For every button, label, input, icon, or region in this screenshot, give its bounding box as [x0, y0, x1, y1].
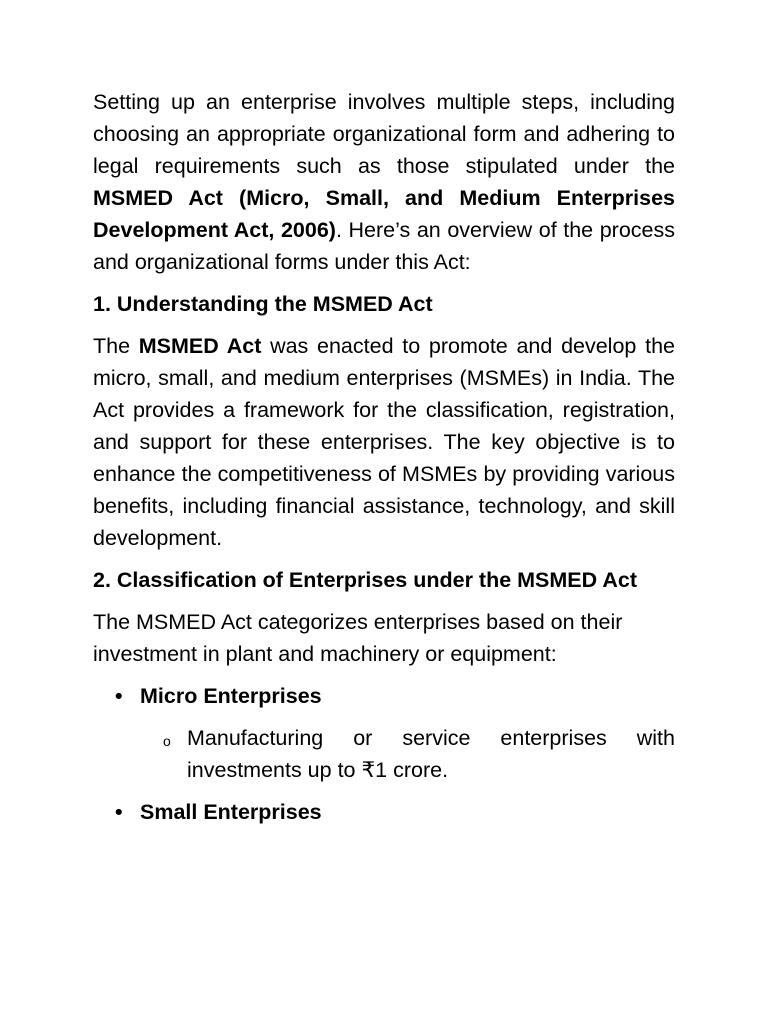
- section1-text: The: [93, 334, 139, 358]
- document-page: [93, 86, 675, 838]
- intro-bold-act-name: MSMED Act (Micro, Small, and Medium Enterprises Development Act, 2006): [93, 186, 675, 242]
- section1-heading: 1. Understanding the MSMED Act: [93, 292, 433, 316]
- bullet-micro-enterprises: [93, 680, 675, 712]
- section2-heading: 2. Classification of Enterprises under the MSMED Act: [93, 568, 637, 592]
- section2-paragraph: The MSMED Act categorizes enterprises based on their investment in plant and machinery or equipment:: [93, 610, 623, 666]
- section1-text-end: was enacted to promote and develop the micro, small, and medium enterprises (MSMEs) in India. The Act provides a framework for the classification, registration, and support for these enterprises. The key objective is to enhance the competitiveness of MSMEs by providing various benefits, including financial assistance, technology, and skill development.: [93, 334, 675, 550]
- bullet-label: Small Enterprises: [140, 800, 322, 824]
- intro-text: Setting up an enterprise involves multiple steps, including choosing an appropriate organizational form and adhering to legal requirements such as those stipulated under the: [93, 90, 675, 178]
- sub-bullet-marker: o: [163, 733, 171, 749]
- section1-paragraph: [93, 330, 675, 554]
- bullet-marker: •: [115, 684, 123, 708]
- intro-text-end: . Here’s an overview of the process and organizational forms under this Act:: [93, 218, 675, 274]
- bullet-small-enterprises: [93, 796, 675, 828]
- sub-bullet-text: Manufacturing or service enterprises with investments up to ₹1 crore.: [187, 726, 675, 782]
- bullet-marker: •: [115, 800, 123, 824]
- intro-paragraph: [93, 86, 675, 278]
- section1-bold-act: MSMED Act: [138, 334, 262, 358]
- bullet-label: Micro Enterprises: [140, 684, 322, 708]
- sub-bullet-micro-definition: [93, 722, 675, 786]
